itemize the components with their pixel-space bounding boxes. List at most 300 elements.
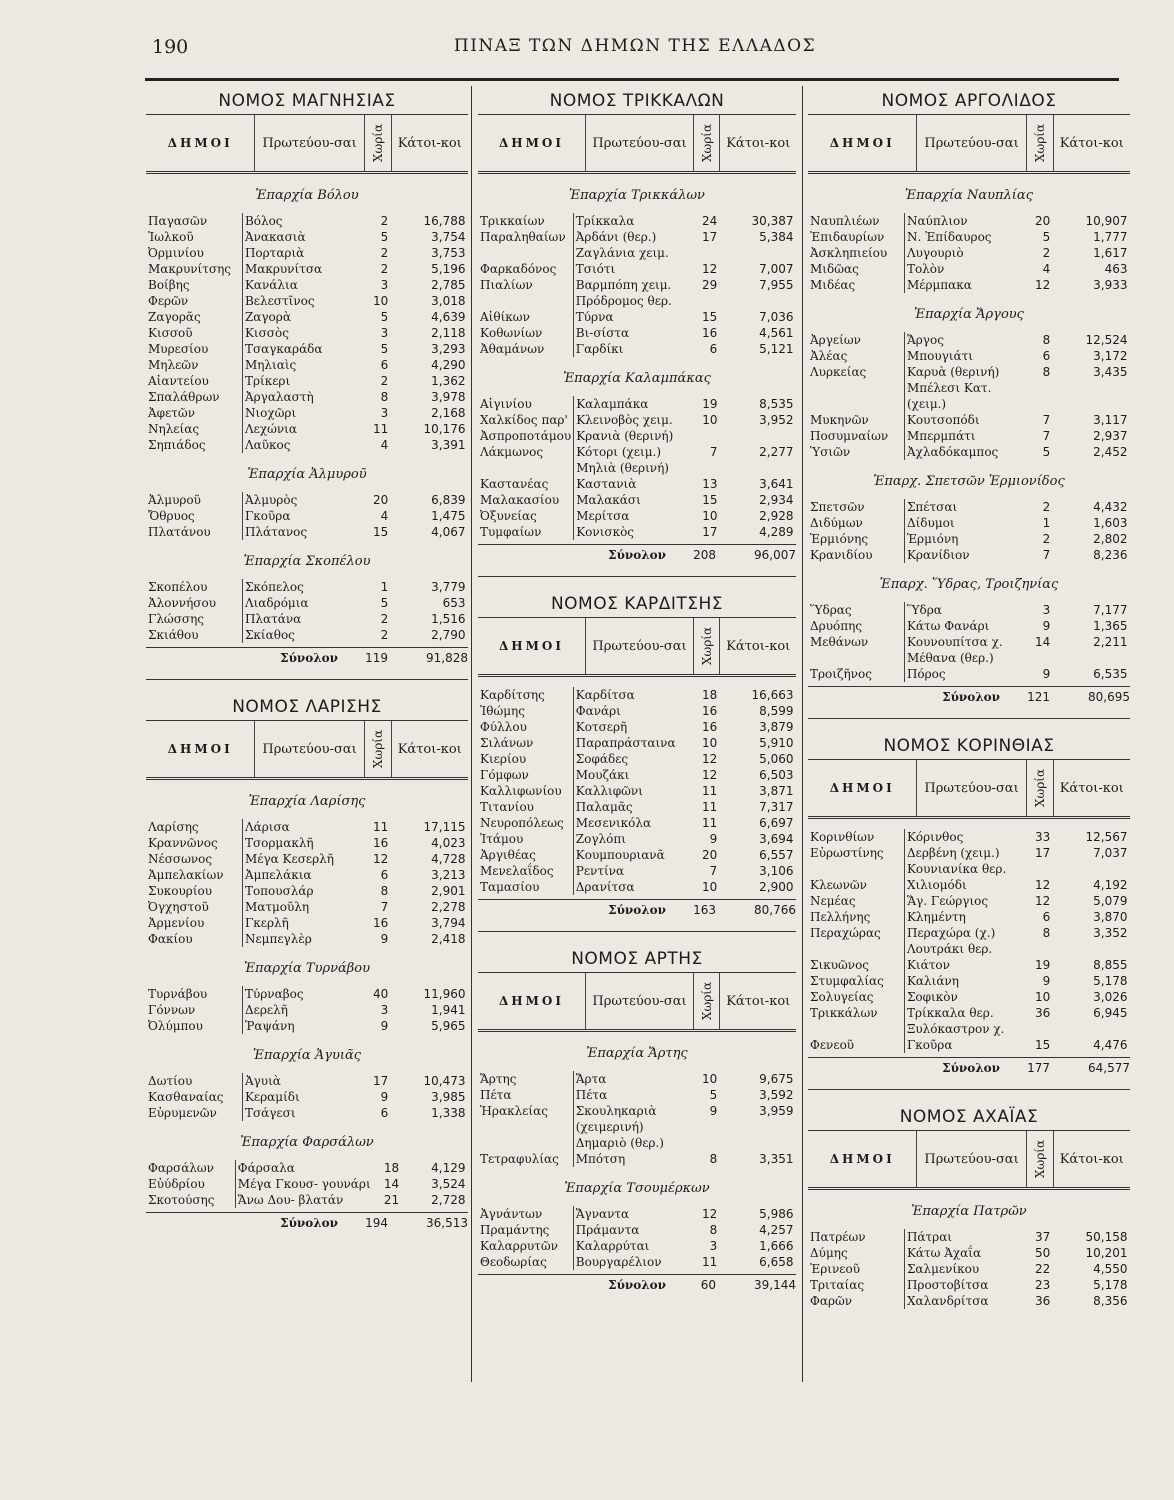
cell-choria — [688, 245, 720, 261]
cell-protevousa: Σκουληκαριὰ — [573, 1103, 687, 1119]
cell-katoikoi: 8,236 — [1093, 548, 1128, 562]
table-row — [808, 973, 1130, 989]
cell-katoikoi: 3,952 — [759, 413, 794, 427]
table-row — [146, 883, 468, 899]
table-row — [808, 428, 1130, 444]
cell-dimos — [478, 293, 573, 309]
column-header-row — [478, 114, 796, 174]
cell-katoikoi: 3,985 — [431, 1090, 466, 1104]
cell-katoikoi: 7,036 — [759, 310, 794, 324]
col-header-choria-label: Χωρία — [370, 729, 385, 769]
cell-protevousa: Μέθανα (θερ.) — [904, 650, 1020, 666]
cell-protevousa: Προστοβίτσα — [904, 1277, 1020, 1293]
cell-dimos: Νέσσωνος — [148, 852, 213, 866]
municipality-table — [146, 579, 468, 643]
cell-protevousa: Ἄρτα — [573, 1071, 687, 1087]
cell-katoikoi: 2,937 — [1093, 429, 1128, 443]
cell-choria — [1020, 650, 1052, 666]
cell-dimos: Αἰθίκων — [480, 310, 530, 324]
table-row — [808, 909, 1130, 925]
cell-choria: 12 — [1035, 878, 1051, 892]
cell-dimos: Δύμης — [810, 1246, 848, 1260]
cell-choria: 3 — [380, 326, 389, 340]
cell-dimos: Εὐρωστίνης — [810, 846, 884, 860]
municipality-table — [478, 1071, 796, 1167]
cell-protevousa: (χειμερινή) — [573, 1119, 687, 1135]
table-row — [146, 1192, 468, 1208]
cell-katoikoi: 9,675 — [759, 1072, 794, 1086]
cell-protevousa: Λυγουριὸ — [904, 245, 1020, 261]
col-header-protevousai: Πρωτεύου-σαι — [916, 1131, 1025, 1187]
table-row — [478, 767, 796, 783]
cell-dimos: Μεθάνων — [810, 635, 869, 649]
cell-dimos — [808, 380, 904, 396]
cell-protevousa: Κλεινοβὸς χειμ. — [574, 412, 688, 428]
table-row — [478, 261, 796, 277]
cell-dimos: Ἰτάμου — [480, 832, 524, 846]
cell-katoikoi: 1,365 — [1093, 619, 1128, 633]
table-row — [146, 421, 468, 437]
cell-choria: 9 — [380, 1090, 389, 1104]
cell-protevousa: Σπέτσαι — [904, 499, 1020, 515]
total-label: Σύνολον — [942, 690, 1000, 704]
total-label: Σύνολον — [280, 651, 338, 665]
cell-choria: 6 — [380, 1106, 389, 1120]
cell-choria: 16 — [702, 720, 718, 734]
cell-dimos — [808, 1021, 904, 1037]
nomos-larisis — [146, 679, 468, 1230]
table-row — [808, 396, 1130, 412]
table-row — [478, 863, 796, 879]
cell-dimos: Ἀργιθέας — [480, 848, 536, 862]
column-middle — [478, 82, 796, 1402]
cell-choria — [688, 1119, 720, 1135]
cell-dimos: Μηλεῶν — [148, 358, 199, 372]
table-row — [808, 380, 1130, 396]
cell-protevousa: Τρίκερι — [242, 373, 358, 389]
cell-protevousa: Μακρυνίτσα — [242, 261, 358, 277]
cell-katoikoi: 3,106 — [759, 864, 794, 878]
table-row — [478, 341, 796, 357]
cell-protevousa: Γκερλῆ — [242, 915, 358, 931]
col-header-dimoi: ΔΗΜΟΙ — [499, 994, 564, 1008]
cell-protevousa: Κουμπουριανᾶ — [573, 847, 687, 863]
cell-protevousa: Ἑρμιόνη — [904, 531, 1020, 547]
table-row — [808, 364, 1130, 380]
cell-protevousa: Κιάτον — [904, 957, 1020, 973]
table-row — [808, 1005, 1130, 1021]
cell-dimos: Σιλάνων — [480, 736, 534, 750]
eparchia-title: Ἐπαρχία Λαρίσης — [248, 794, 366, 809]
cell-dimos: Γλώσσης — [148, 612, 205, 626]
nomos-karditsis — [478, 576, 796, 917]
table-row — [146, 1002, 468, 1018]
municipality-table — [146, 986, 468, 1034]
cell-katoikoi: 653 — [442, 596, 466, 610]
cell-dimos: Πελλήνης — [810, 910, 871, 924]
cell-katoikoi: 8,535 — [759, 397, 794, 411]
cell-protevousa: Πορταριὰ — [242, 245, 358, 261]
cell-dimos — [478, 1135, 573, 1151]
cell-katoikoi: 6,503 — [759, 768, 794, 782]
cell-protevousa: Κισσὸς — [242, 325, 358, 341]
cell-protevousa: Πράμαντα — [573, 1222, 687, 1238]
column-right — [808, 82, 1130, 1402]
table-row — [478, 1071, 796, 1087]
cell-protevousa: Ἀργαλαστὴ — [242, 389, 358, 405]
cell-katoikoi: 1,777 — [1093, 230, 1128, 244]
cell-katoikoi: 10,473 — [423, 1074, 466, 1088]
cell-dimos: Ἐπιδαυρίων — [810, 230, 885, 244]
municipality-table — [478, 213, 796, 357]
cell-dimos: Παγασῶν — [148, 214, 208, 228]
cell-protevousa: Ναύπλιον — [904, 213, 1020, 229]
table-row — [146, 405, 468, 421]
cell-dimos: Ὀλύμπου — [148, 1019, 203, 1033]
total-choria: 163 — [693, 903, 716, 917]
cell-dimos: Κλεωνῶν — [810, 878, 867, 892]
cell-katoikoi — [1052, 650, 1129, 666]
table-row — [808, 444, 1130, 460]
cell-protevousa: Μηλιὰ (θερινή) — [574, 460, 688, 476]
cell-protevousa: Ζαγορὰ — [242, 309, 358, 325]
cell-katoikoi: 3,779 — [431, 580, 466, 594]
table-row — [146, 524, 468, 540]
cell-choria: 7 — [1042, 548, 1051, 562]
cell-choria — [688, 1135, 720, 1151]
eparchia-title: Ἐπαρχία Τυρνάβου — [243, 961, 371, 976]
table-row — [808, 332, 1130, 348]
cell-choria: 10 — [702, 1072, 718, 1086]
cell-protevousa: Καλαμπάκα — [574, 396, 688, 412]
total-row — [146, 647, 468, 665]
col-header-protevousai: Πρωτεύου-σαι — [585, 115, 693, 171]
cell-choria: 2 — [380, 374, 389, 388]
cell-dimos: Ἀλοννήσου — [148, 596, 216, 610]
cell-dimos: Ἰωλκοῦ — [148, 230, 194, 244]
cell-choria: 12 — [1035, 278, 1051, 292]
cell-choria: 9 — [709, 1104, 718, 1118]
cell-katoikoi: 3,018 — [431, 294, 466, 308]
cell-dimos: Σπαλάθρων — [148, 390, 220, 404]
table-row — [146, 277, 468, 293]
total-choria: 194 — [365, 1216, 388, 1230]
cell-protevousa: Βι-σίστα — [573, 325, 687, 341]
cell-protevousa: Κουνουπίτσα χ. — [904, 634, 1020, 650]
cell-protevousa: Ἀχλαδόκαμπος — [904, 444, 1020, 460]
cell-choria: 8 — [380, 884, 389, 898]
cell-protevousa: Ἀρδάνι (θερ.) — [573, 229, 687, 245]
cell-choria: 37 — [1035, 1230, 1051, 1244]
municipality-table — [146, 213, 468, 453]
cell-choria: 17 — [373, 1074, 389, 1088]
cell-protevousa: Δίδυμοι — [904, 515, 1020, 531]
cell-dimos: Κισσοῦ — [148, 326, 193, 340]
cell-katoikoi: 3,391 — [431, 438, 466, 452]
cell-protevousa: Χαλανδρίτσα — [904, 1293, 1020, 1309]
nomos-title: ΝΟΜΟΣ ΚΑΡΔΙΤΣΗΣ — [550, 594, 724, 614]
cell-protevousa: Τσαγκαράδα — [242, 341, 358, 357]
table-row — [808, 1293, 1130, 1309]
cell-protevousa: Δρανίτσα — [573, 879, 687, 895]
cell-protevousa: Κάτω Ἀχαΐα — [904, 1245, 1020, 1261]
cell-protevousa: Κότορι (χειμ.) — [574, 444, 688, 460]
cell-dimos: Ἀσκληπιείου — [810, 246, 888, 260]
cell-choria: 5 — [1042, 445, 1051, 459]
cell-katoikoi: 4,728 — [431, 852, 466, 866]
cell-dimos: Ὑσιῶν — [810, 445, 851, 459]
cell-katoikoi: 3,213 — [431, 868, 466, 882]
table-row — [146, 389, 468, 405]
cell-katoikoi: 3,592 — [759, 1088, 794, 1102]
col-header-dimoi: ΔΗΜΟΙ — [499, 136, 564, 150]
cell-protevousa: Λάρισα — [242, 819, 358, 835]
table-row — [478, 293, 796, 309]
cell-choria: 18 — [383, 1161, 400, 1175]
table-row — [808, 925, 1130, 941]
cell-katoikoi: 4,192 — [1093, 878, 1128, 892]
cell-katoikoi: 5,121 — [759, 342, 794, 356]
cell-protevousa: Τσάγεσι — [242, 1105, 358, 1121]
cell-katoikoi: 30,387 — [751, 214, 794, 228]
table-row — [478, 229, 796, 245]
cell-protevousa: Τύρνα — [573, 309, 687, 325]
cell-protevousa: Χιλιομόδι — [904, 877, 1020, 893]
table-row — [146, 309, 468, 325]
total-row — [478, 899, 796, 917]
nomos-title: ΝΟΜΟΣ ΜΑΓΝΗΣΙΑΣ — [218, 91, 396, 111]
cell-dimos: Ὀξυνείας — [480, 509, 537, 523]
cell-dimos: Ἐρινεοῦ — [810, 1262, 861, 1276]
cell-dimos: Ταμασίου — [480, 880, 540, 894]
cell-choria: 1 — [380, 580, 389, 594]
total-row — [478, 544, 796, 562]
table-row — [808, 1245, 1130, 1261]
cell-protevousa: Φάρσαλα — [235, 1160, 372, 1176]
cell-choria: 2 — [1042, 500, 1051, 514]
total-katoikoi: 80,766 — [754, 903, 796, 917]
eparchia-title: Ἐπαρχία Φαρσάλων — [240, 1135, 374, 1150]
cell-dimos: Νεμέας — [810, 894, 856, 908]
table-row — [478, 1087, 796, 1103]
cell-protevousa: Μέγα Γκουσ- γουνάρι — [235, 1176, 372, 1192]
column-header-row — [808, 759, 1130, 819]
table-row — [478, 1206, 796, 1222]
table-row — [478, 277, 796, 293]
cell-katoikoi — [719, 245, 795, 261]
cell-dimos: Φερῶν — [148, 294, 189, 308]
table-row — [808, 531, 1130, 547]
col-header-katoikoi: Κάτοι-κοι — [726, 135, 791, 151]
cell-katoikoi: 17,115 — [423, 820, 466, 834]
table-row — [146, 986, 468, 1002]
column-divider — [802, 86, 803, 1382]
cell-protevousa: Ὕδρα — [904, 602, 1020, 618]
table-row — [478, 309, 796, 325]
cell-choria: 11 — [373, 820, 389, 834]
cell-katoikoi: 16,663 — [751, 688, 794, 702]
table-row — [146, 245, 468, 261]
cell-choria: 2 — [1042, 532, 1051, 546]
column-header-row — [808, 114, 1130, 174]
cell-choria: 4 — [1042, 262, 1051, 276]
eparchia-title: Ἐπαρχία Βόλου — [255, 188, 359, 203]
cell-katoikoi: 5,384 — [759, 230, 794, 244]
cell-protevousa: Κλημέντη — [904, 909, 1020, 925]
nomos-title: ΝΟΜΟΣ ΛΑΡΙΣΗΣ — [232, 697, 382, 717]
cell-dimos: Καλαρρυτῶν — [480, 1239, 558, 1253]
col-header-katoikoi: Κάτοι-κοι — [397, 135, 462, 151]
cell-dimos: Μυρεσίου — [148, 342, 209, 356]
nomos-magnisias — [146, 88, 468, 665]
table-row — [808, 1037, 1130, 1053]
cell-protevousa: Ἄγναντα — [573, 1206, 687, 1222]
cell-katoikoi: 7,955 — [759, 278, 794, 292]
cell-protevousa: Κρανιὰ (θερινή) — [574, 428, 688, 444]
cell-choria: 12 — [1035, 894, 1051, 908]
cell-choria: 9 — [380, 932, 389, 946]
cell-protevousa: Μαλακάσι — [574, 492, 688, 508]
cell-choria: 5 — [1042, 230, 1051, 244]
cell-protevousa: Δερελῆ — [242, 1002, 358, 1018]
cell-protevousa: Μέγα Κεσερλῆ — [242, 851, 358, 867]
cell-protevousa: Ἀγυιὰ — [242, 1073, 358, 1089]
cell-choria: 17 — [1035, 846, 1051, 860]
nomos-korinthias — [808, 718, 1130, 1075]
cell-katoikoi: 1,941 — [431, 1003, 466, 1017]
table-row — [478, 751, 796, 767]
cell-dimos — [808, 650, 904, 666]
cell-dimos: Φαρῶν — [810, 1294, 853, 1308]
col-header-choria-label: Χωρία — [699, 626, 714, 666]
eparchia-title: Ἐπαρχ. Ὕδρας, Τροιζηνίας — [879, 577, 1059, 592]
cell-protevousa: Φανάρι — [573, 703, 687, 719]
column-left — [146, 82, 468, 1402]
cell-choria: 10 — [702, 509, 718, 523]
cell-choria: 12 — [702, 262, 718, 276]
table-row — [478, 879, 796, 895]
col-header-katoikoi: Κάτοι-κοι — [1059, 1151, 1124, 1167]
cell-choria: 20 — [1035, 214, 1051, 228]
cell-katoikoi: 5,910 — [759, 736, 794, 750]
table-row — [808, 634, 1130, 650]
col-header-protevousai: Πρωτεύου-σαι — [254, 721, 363, 777]
table-row — [146, 931, 468, 947]
cell-choria: 5 — [709, 1088, 718, 1102]
cell-choria: 7 — [1042, 429, 1051, 443]
table-row — [146, 229, 468, 245]
top-rule — [145, 78, 1119, 81]
cell-katoikoi: 6,535 — [1093, 667, 1128, 681]
cell-dimos: Πατρέων — [810, 1230, 866, 1244]
table-row — [808, 261, 1130, 277]
col-header-choria-label: Χωρία — [1032, 1139, 1047, 1179]
cell-dimos: Γόμφων — [480, 768, 529, 782]
cell-choria: 9 — [1042, 974, 1051, 988]
cell-katoikoi: 4,476 — [1093, 1038, 1128, 1052]
cell-katoikoi — [719, 1119, 795, 1135]
table-row — [478, 735, 796, 751]
cell-dimos: Σκοτούσης — [148, 1193, 215, 1207]
cell-choria: 5 — [380, 342, 389, 356]
total-row — [808, 1057, 1130, 1075]
table-row — [146, 293, 468, 309]
cell-dimos: Ἰθώμης — [480, 704, 525, 718]
municipality-table — [146, 1073, 468, 1121]
cell-dimos: Ἑρμιόνης — [810, 532, 869, 546]
cell-protevousa: Κονισκὸς — [574, 524, 688, 540]
table-row — [808, 618, 1130, 634]
total-label: Σύνολον — [942, 1061, 1000, 1075]
cell-choria: 15 — [702, 493, 718, 507]
total-row — [146, 1212, 468, 1230]
cell-katoikoi — [1052, 396, 1129, 412]
cell-protevousa: Πλάτανος — [242, 524, 358, 540]
col-header-protevousai: Πρωτεύου-σαι — [585, 973, 693, 1029]
cell-choria: 3 — [380, 406, 389, 420]
cell-katoikoi: 3,754 — [431, 230, 466, 244]
cell-choria: 12 — [702, 768, 718, 782]
cell-katoikoi: 2,168 — [431, 406, 466, 420]
cell-protevousa: Ματμοῦλη — [242, 899, 358, 915]
total-choria: 208 — [693, 548, 716, 562]
cell-dimos: Τετραφυλίας — [480, 1152, 559, 1166]
cell-choria: 16 — [373, 916, 389, 930]
running-title: ΠΙΝΑΞ ΤΩΝ ΔΗΜΩΝ ΤΗΣ ΕΛΛΑΔΟΣ — [453, 36, 817, 56]
cell-katoikoi: 4,432 — [1093, 500, 1128, 514]
cell-katoikoi: 6,697 — [759, 816, 794, 830]
cell-choria: 40 — [373, 987, 389, 1001]
cell-choria: 11 — [373, 422, 389, 436]
cell-choria: 2 — [1042, 246, 1051, 260]
nomos-artis — [478, 931, 796, 1292]
cell-protevousa: Βαρμπόπη χειμ. — [573, 277, 687, 293]
table-row — [808, 245, 1130, 261]
cell-dimos: Θεοδωρίας — [480, 1255, 547, 1269]
cell-protevousa: Μπερμπάτι — [904, 428, 1020, 444]
total-katoikoi: 80,695 — [1088, 690, 1130, 704]
cell-choria: 33 — [1035, 830, 1051, 844]
cell-katoikoi: 6,839 — [431, 493, 466, 507]
cell-choria: 36 — [1035, 1006, 1051, 1020]
cell-choria: 19 — [1035, 958, 1051, 972]
cell-protevousa: (χειμ.) — [904, 396, 1020, 412]
cell-katoikoi: 5,965 — [431, 1019, 466, 1033]
cell-choria: 1 — [1042, 516, 1051, 530]
cell-protevousa: Κανάλια — [242, 277, 358, 293]
table-row — [146, 341, 468, 357]
cell-choria: 29 — [702, 278, 718, 292]
cell-protevousa: Καρδίτσα — [573, 687, 687, 703]
cell-dimos: Μαλακασίου — [480, 493, 560, 507]
cell-katoikoi: 2,785 — [431, 278, 466, 292]
column-header-row — [478, 617, 796, 677]
cell-katoikoi — [720, 428, 796, 444]
cell-katoikoi: 4,129 — [431, 1161, 466, 1175]
cell-dimos: Ἀλμυροῦ — [148, 493, 201, 507]
table-row — [146, 1176, 468, 1192]
cell-protevousa: Ἀλμυρὸς — [242, 492, 358, 508]
cell-choria: 17 — [702, 230, 718, 244]
cell-katoikoi: 4,257 — [759, 1223, 794, 1237]
table-row — [146, 357, 468, 373]
table-row — [808, 957, 1130, 973]
cell-katoikoi: 2,934 — [759, 493, 794, 507]
cell-katoikoi: 3,435 — [1093, 365, 1128, 379]
cell-dimos: Σολυγείας — [810, 990, 874, 1004]
cell-choria: 2 — [380, 214, 389, 228]
cell-choria: 6 — [380, 868, 389, 882]
